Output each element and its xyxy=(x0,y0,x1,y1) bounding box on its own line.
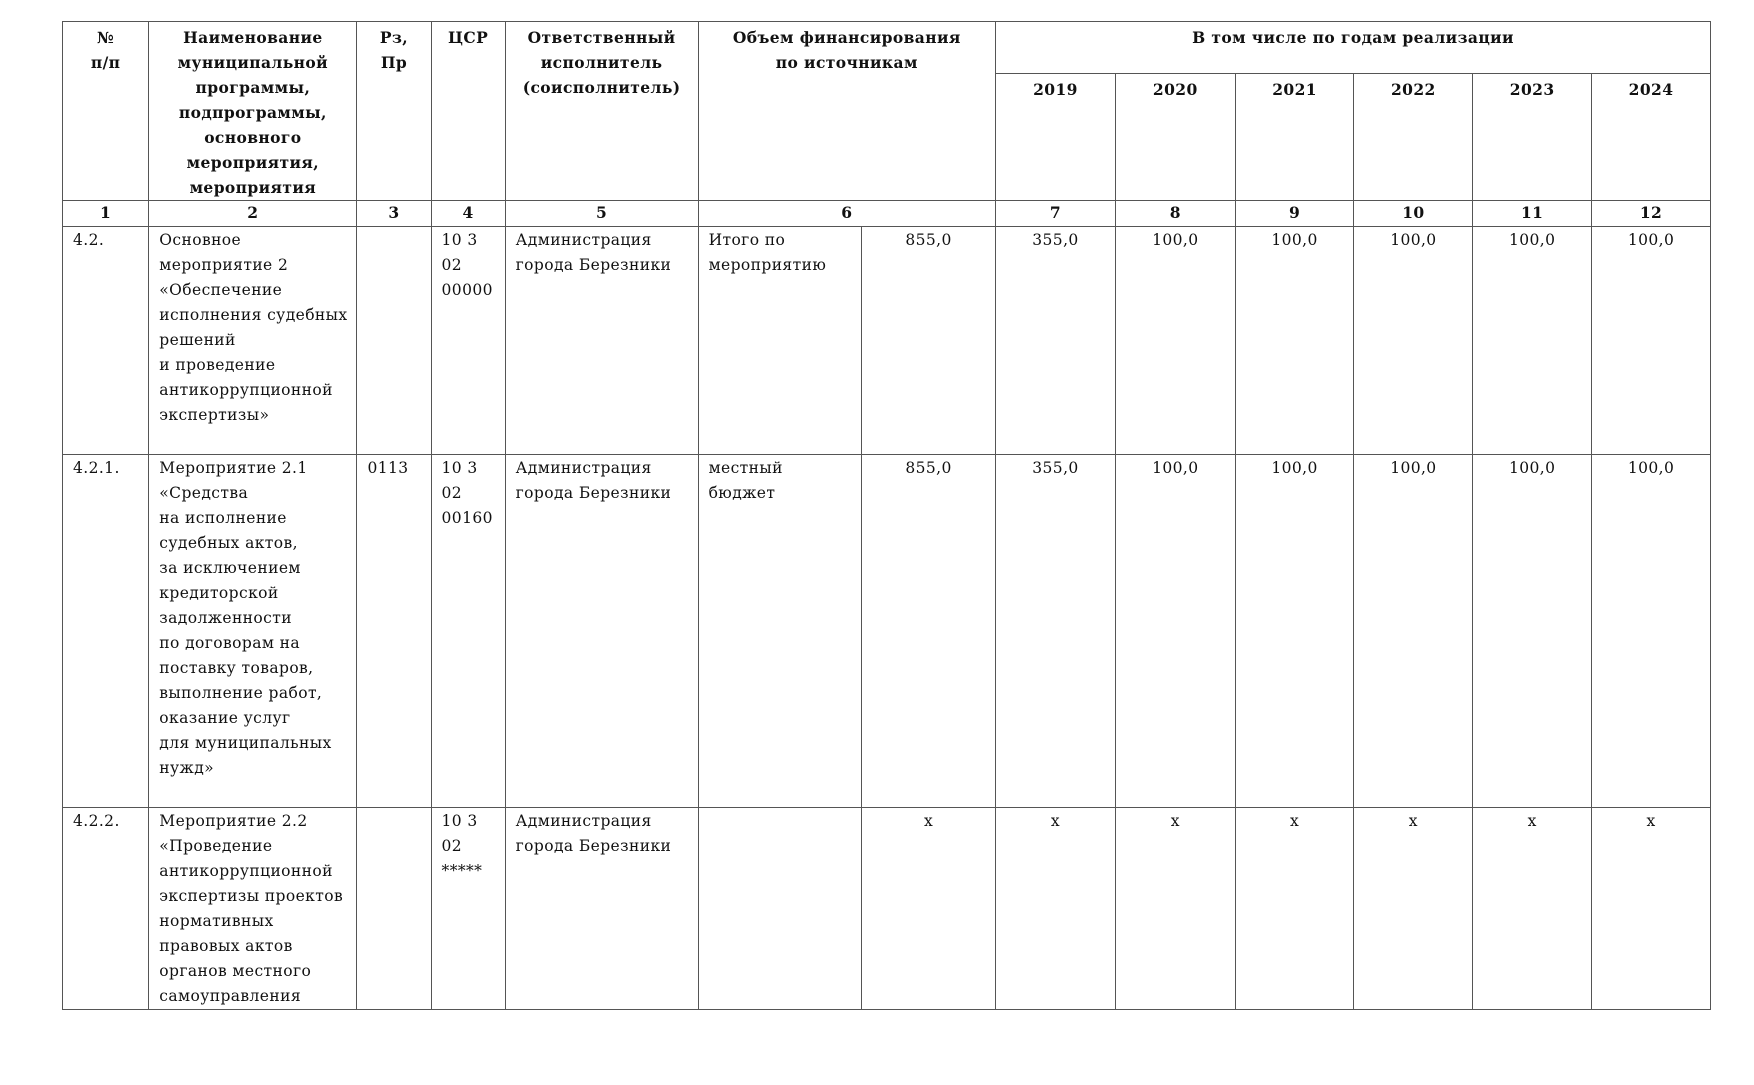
row-year-value: 100,0 xyxy=(1235,227,1354,455)
column-number: 6 xyxy=(698,201,996,227)
header-name: Наименование муниципальной программы, подпрограммы, основного мероприятия, мероприятия xyxy=(149,22,357,201)
header-year: 2023 xyxy=(1473,74,1592,201)
row-number: 4.2. xyxy=(63,227,149,455)
row-total: x xyxy=(862,808,996,1010)
header-financing: Объем финансирования по источникам xyxy=(698,22,996,201)
row-total: 855,0 xyxy=(862,227,996,455)
column-number: 9 xyxy=(1235,201,1354,227)
header-row xyxy=(63,22,1711,74)
header-executor: Ответственный исполнитель (соисполнитель) xyxy=(505,22,698,201)
row-csr: 10 3 02 00160 xyxy=(431,455,505,808)
header-years-group: В том числе по годам реализации xyxy=(996,22,1711,74)
column-number: 11 xyxy=(1473,201,1592,227)
row-executor: Администрация города Березники xyxy=(505,455,698,808)
row-name: Мероприятие 2.1 «Средства на исполнение судебных актов, за исключением кредиторской задолженности по договорам на поставку товаров, выполнение работ, оказание услуг для муниципальных нужд» xyxy=(149,455,357,808)
row-year-value: 100,0 xyxy=(1354,227,1473,455)
header-year: 2021 xyxy=(1235,74,1354,201)
row-csr: 10 3 02 00000 xyxy=(431,227,505,455)
header-year: 2022 xyxy=(1354,74,1473,201)
row-year-value: 100,0 xyxy=(1592,455,1711,808)
row-name: Основное мероприятие 2 «Обеспечение исполнения судебных решений и проведение антикоррупционной экспертизы» xyxy=(149,227,357,455)
table-row xyxy=(63,808,1711,1010)
row-rz-pr xyxy=(357,808,431,1010)
header-csr: ЦСР xyxy=(431,22,505,201)
row-year-value: x xyxy=(1115,808,1235,1010)
row-year-value: x xyxy=(1235,808,1354,1010)
row-source: местный бюджет xyxy=(698,455,861,808)
column-numbers-row xyxy=(63,201,1711,227)
row-year-value: x xyxy=(1354,808,1473,1010)
header-year: 2020 xyxy=(1115,74,1235,201)
column-number: 4 xyxy=(431,201,505,227)
row-rz-pr: 0113 xyxy=(357,455,431,808)
column-number: 2 xyxy=(149,201,357,227)
row-year-value: 100,0 xyxy=(1115,455,1235,808)
row-executor: Администрация города Березники xyxy=(505,227,698,455)
row-rz-pr xyxy=(357,227,431,455)
row-year-value: 100,0 xyxy=(1473,455,1592,808)
column-number: 12 xyxy=(1592,201,1711,227)
row-total: 855,0 xyxy=(862,455,996,808)
header-year: 2019 xyxy=(996,74,1116,201)
row-year-value: 100,0 xyxy=(1473,227,1592,455)
column-number: 1 xyxy=(63,201,149,227)
row-year-value: 100,0 xyxy=(1592,227,1711,455)
row-csr: 10 3 02 ***** xyxy=(431,808,505,1010)
column-number: 7 xyxy=(996,201,1116,227)
row-source: Итого по мероприятию xyxy=(698,227,861,455)
header-year: 2024 xyxy=(1592,74,1711,201)
row-year-value: x xyxy=(996,808,1116,1010)
row-year-value: 100,0 xyxy=(1235,455,1354,808)
row-number: 4.2.2. xyxy=(63,808,149,1010)
table-row xyxy=(63,455,1711,808)
row-year-value: 355,0 xyxy=(996,227,1116,455)
row-year-value: 100,0 xyxy=(1115,227,1235,455)
column-number: 3 xyxy=(357,201,431,227)
row-executor: Администрация города Березники xyxy=(505,808,698,1010)
financing-table xyxy=(62,21,1711,1010)
row-number: 4.2.1. xyxy=(63,455,149,808)
row-name: Мероприятие 2.2 «Проведение антикоррупционной экспертизы проектов нормативных правовых актов органов местного самоуправления xyxy=(149,808,357,1010)
row-year-value: x xyxy=(1592,808,1711,1010)
row-source xyxy=(698,808,861,1010)
row-year-value: 100,0 xyxy=(1354,455,1473,808)
column-number: 10 xyxy=(1354,201,1473,227)
column-number: 5 xyxy=(505,201,698,227)
table-row xyxy=(63,227,1711,455)
column-number: 8 xyxy=(1115,201,1235,227)
row-year-value: x xyxy=(1473,808,1592,1010)
header-num: № п/п xyxy=(63,22,149,201)
row-year-value: 355,0 xyxy=(996,455,1116,808)
header-rz-pr: Рз, Пр xyxy=(357,22,431,201)
